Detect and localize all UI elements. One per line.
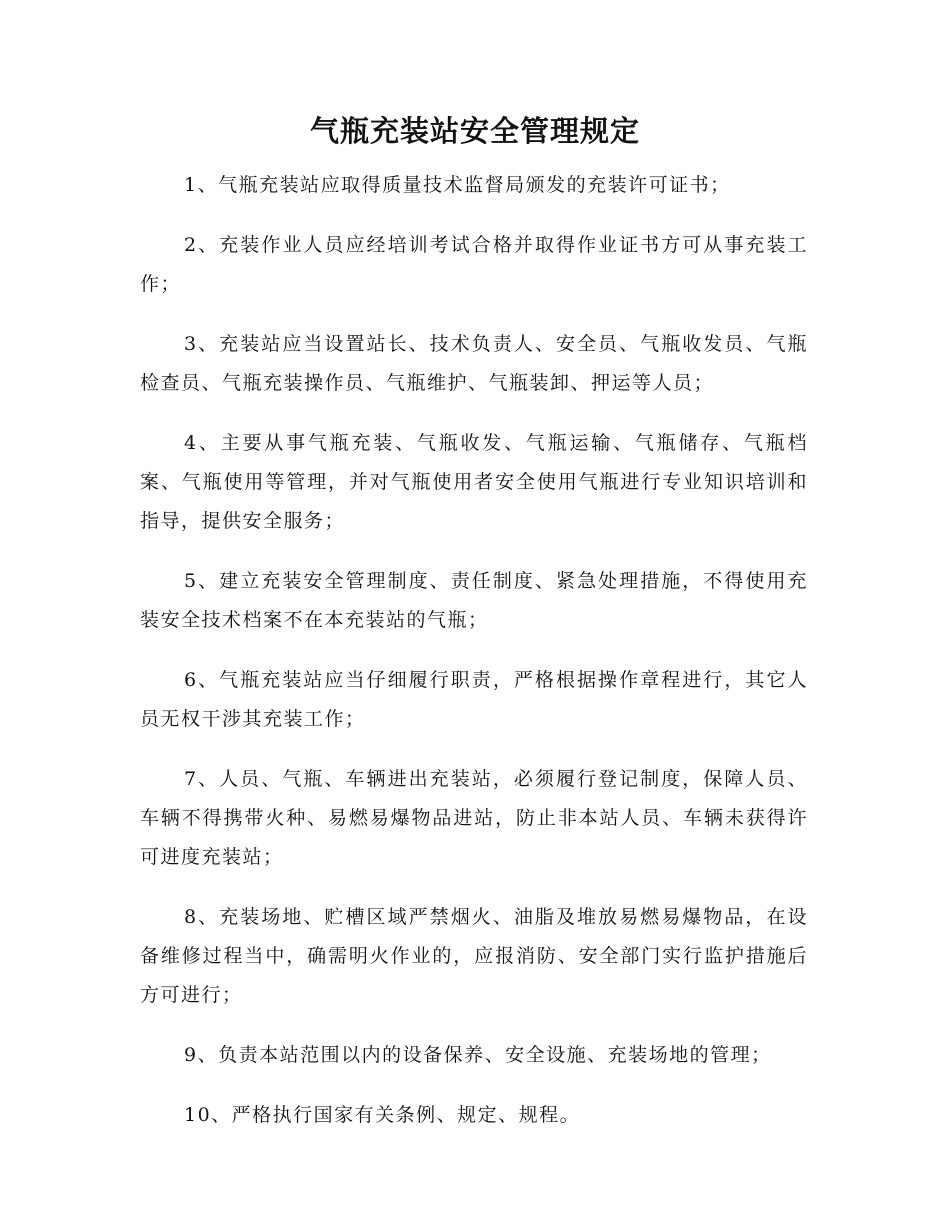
document-title: 气瓶充装站安全管理规定 <box>309 114 640 148</box>
rule-paragraph-8: 8、充装场地、贮槽区域严禁烟火、油脂及堆放易燃易爆物品，在设备维修过程当中，确需明火作业的，应报消防、安全部门实行监护措施后方可进行； <box>140 906 808 1006</box>
rule-paragraph-1: 1、气瓶充装站应取得质量技术监督局颁发的充装许可证书； <box>184 174 731 196</box>
rule-paragraph-4: 4、主要从事气瓶充装、气瓶收发、气瓶运输、气瓶储存、气瓶档案、气瓶使用等管理，并对气瓶使用者安全使用气瓶进行专业知识培训和指导，提供安全服务； <box>140 432 808 532</box>
rule-paragraph-6: 6、气瓶充装站应当仔细履行职责，严格根据操作章程进行，其它人员无权干涉其充装工作； <box>140 669 808 730</box>
rule-paragraph-5: 5、建立充装安全管理制度、责任制度、紧急处理措施，不得使用充装安全技术档案不在本充装站的气瓶； <box>140 570 808 631</box>
rule-paragraph-3: 3、充装站应当设置站长、技术负责人、安全员、气瓶收发员、气瓶检查员、气瓶充装操作员、气瓶维护、气瓶装卸、押运等人员； <box>140 333 808 394</box>
rule-paragraph-9: 9、负责本站范围以内的设备保养、安全设施、充装场地的管理； <box>184 1044 772 1066</box>
rule-paragraph-7: 7、人员、气瓶、车辆进出充装站，必须履行登记制度，保障人员、车辆不得携带火种、易燃易爆物品进站，防止非本站人员、车辆未获得许可进度充装站； <box>140 768 808 868</box>
document-body <box>140 166 808 1156</box>
rule-paragraph-10: 10、严格执行国家有关条例、规定、规程。 <box>184 1104 581 1126</box>
rule-paragraph-2: 2、充装作业人员应经培训考试合格并取得作业证书方可从事充装工作； <box>140 234 808 295</box>
